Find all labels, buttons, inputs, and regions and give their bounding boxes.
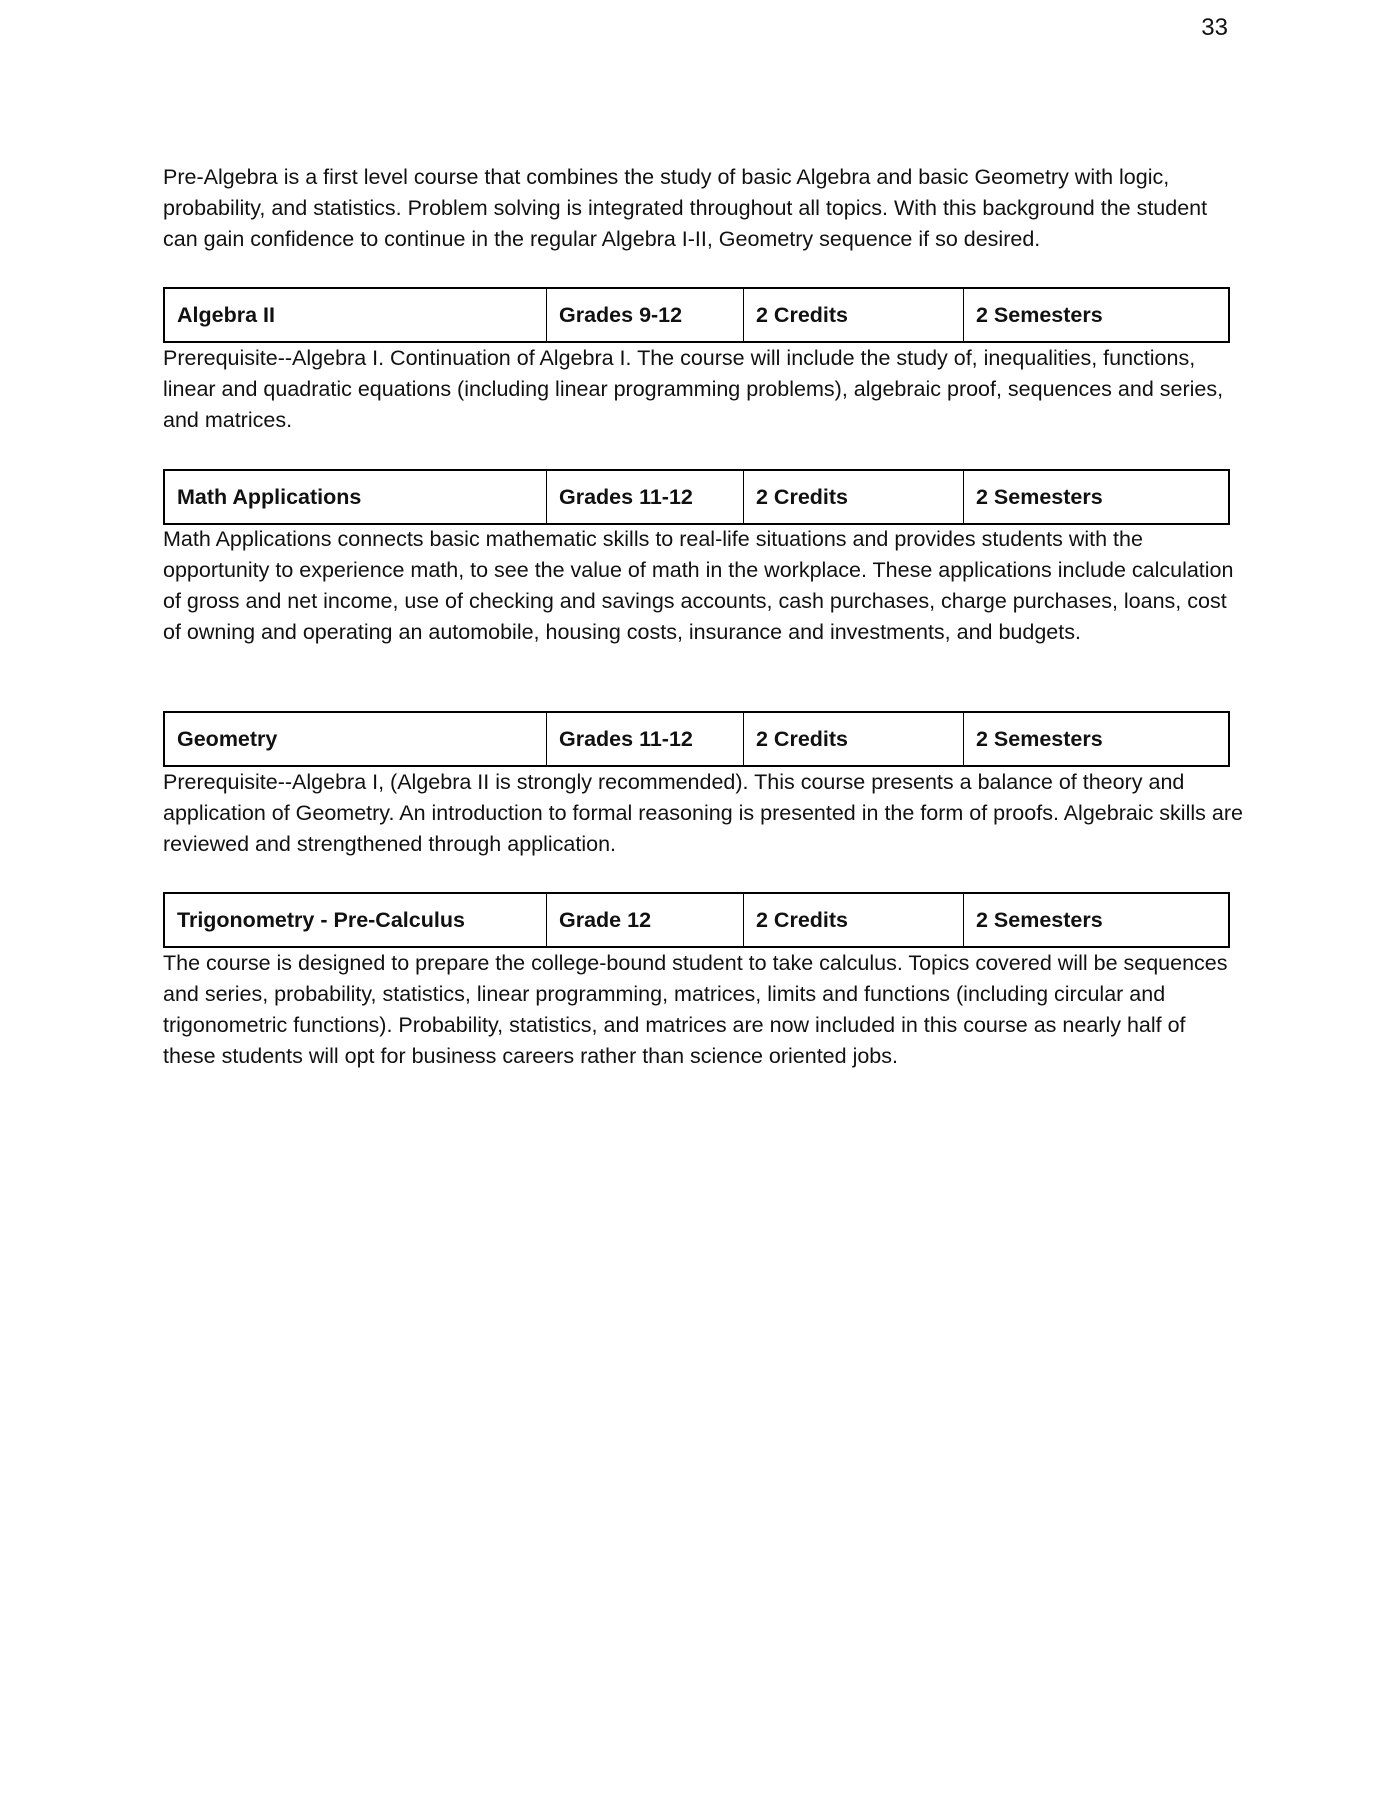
course-description: Math Applications connects basic mathematic skills to real-life situations and provides students with the opportunity to experience math, to see the value of math in the workplace. These applications include calculation of gross and net income, use of checking and savings accounts, cash purchases, charge purchases, loans, cost of owning and operating an automobile, housing costs, insurance and investments, and budgets.: [163, 527, 1234, 644]
course-credits: 2 Credits: [744, 289, 964, 341]
intro-paragraph: Pre-Algebra is a first level course that combines the study of basic Algebra and basic Geometry with logic, probability, and statistics. Problem solving is integrated throughout all topics. With this background the student can gain confidence to continue in the regular Algebra I-II, Geometry sequence if so desired.: [163, 165, 1208, 251]
course-credits: 2 Credits: [744, 471, 964, 523]
course-semesters: 2 Semesters: [976, 907, 1103, 932]
course-title: Math Applications: [165, 471, 547, 523]
course-grades: Grades 11-12: [547, 471, 744, 523]
course-grades: Grades 11-12: [547, 713, 744, 765]
course-header-math-applications: [163, 469, 1230, 525]
page-number: 33: [1201, 14, 1228, 41]
course-grades: Grade 12: [547, 894, 744, 946]
course-semesters: 2 Semesters: [976, 484, 1103, 509]
course-grades: Grades 9-12: [547, 289, 744, 341]
course-description: Prerequisite--Algebra I. Continuation of Algebra I. The course will include the study of, inequalities, functions, linear and quadratic equations (including linear programming problems), algebraic proof, sequences and series, and matrices.: [163, 346, 1224, 432]
course-title: Geometry: [165, 713, 547, 765]
course-credits: 2 Credits: [744, 713, 964, 765]
course-header-algebra-ii: [163, 287, 1230, 343]
course-title: Algebra II: [165, 289, 547, 341]
course-title: Trigonometry - Pre-Calculus: [165, 894, 547, 946]
course-semesters: 2 Semesters: [976, 726, 1103, 751]
course-header-geometry: [163, 711, 1230, 767]
course-header-trigonometry: [163, 892, 1230, 948]
course-description: The course is designed to prepare the college-bound student to take calculus. Topics covered will be sequences and series, probability, statistics, linear programming, matrices, limits and functions (including circular and trigonometric functions). Probability, statistics, and matrices are now included in this course as nearly half of these students will opt for business careers rather than science oriented jobs.: [163, 951, 1228, 1068]
course-credits: 2 Credits: [744, 894, 964, 946]
course-semesters: 2 Semesters: [976, 302, 1103, 327]
course-description: Prerequisite--Algebra I, (Algebra II is strongly recommended). This course presents a balance of theory and application of Geometry. An introduction to formal reasoning is presented in the form of proofs. Algebraic skills are reviewed and strengthened through application.: [163, 770, 1243, 856]
